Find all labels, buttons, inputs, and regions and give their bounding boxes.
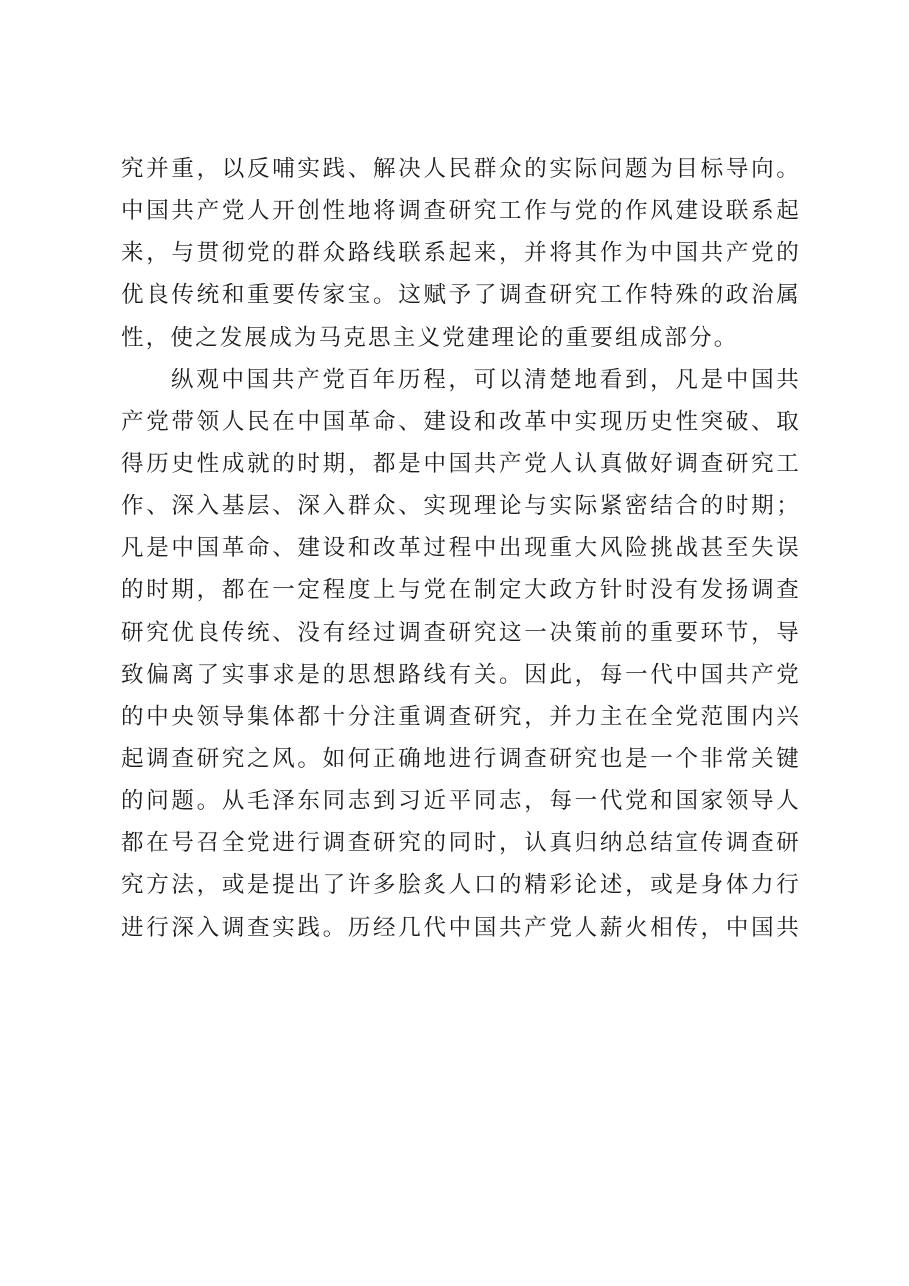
- text-line: 致偏离了实事求是的思想路线有关。因此，每一代中国共产党: [121, 661, 801, 688]
- paragraph-2: [121, 359, 801, 949]
- text-line: 进行深入调查实践。历经几代中国共产党人薪火相传，中国共: [121, 914, 801, 941]
- text-line: 来，与贯彻党的群众路线联系起来，并将其作为中国共产党的: [121, 240, 801, 267]
- text-line: 中国共产党人开创性地将调查研究工作与党的作风建设联系起: [121, 198, 801, 225]
- text-line: 究方法，或是提出了许多脍炙人口的精彩论述，或是身体力行: [121, 872, 801, 899]
- text-line: 研究优良传统、没有经过调查研究这一决策前的重要环节，导: [121, 619, 801, 646]
- text-line: 的时期，都在一定程度上与党在制定大政方针时没有发扬调查: [121, 577, 801, 604]
- paragraph-1: [121, 148, 801, 359]
- text-line: 纵观中国共产党百年历程，可以清楚地看到，凡是中国共: [171, 366, 801, 393]
- text-line: 作、深入基层、深入群众、实现理论与实际紧密结合的时期；: [121, 493, 801, 520]
- text-line: 都在号召全党进行调查研究的同时，认真归纳总结宣传调查研: [121, 830, 801, 857]
- text-line: 得历史性成就的时期，都是中国共产党人认真做好调查研究工: [121, 450, 801, 477]
- text-line: 性，使之发展成为马克思主义党建理论的重要组成部分。: [121, 324, 739, 351]
- body-text: [121, 148, 801, 949]
- text-line: 起调查研究之风。如何正确地进行调查研究也是一个非常关键: [121, 745, 801, 772]
- text-line: 产党带领人民在中国革命、建设和改革中实现历史性突破、取: [121, 408, 801, 435]
- text-line: 的问题。从毛泽东同志到习近平同志，每一代党和国家领导人: [121, 788, 801, 815]
- text-line: 究并重，以反哺实践、解决人民群众的实际问题为目标导向。: [121, 156, 801, 182]
- text-line: 的中央领导集体都十分注重调查研究，并力主在全党范围内兴: [121, 703, 801, 730]
- text-line: 凡是中国革命、建设和改革过程中出现重大风险挑战甚至失误: [121, 535, 801, 562]
- text-line: 优良传统和重要传家宝。这赋予了调查研究工作特殊的政治属: [121, 282, 801, 309]
